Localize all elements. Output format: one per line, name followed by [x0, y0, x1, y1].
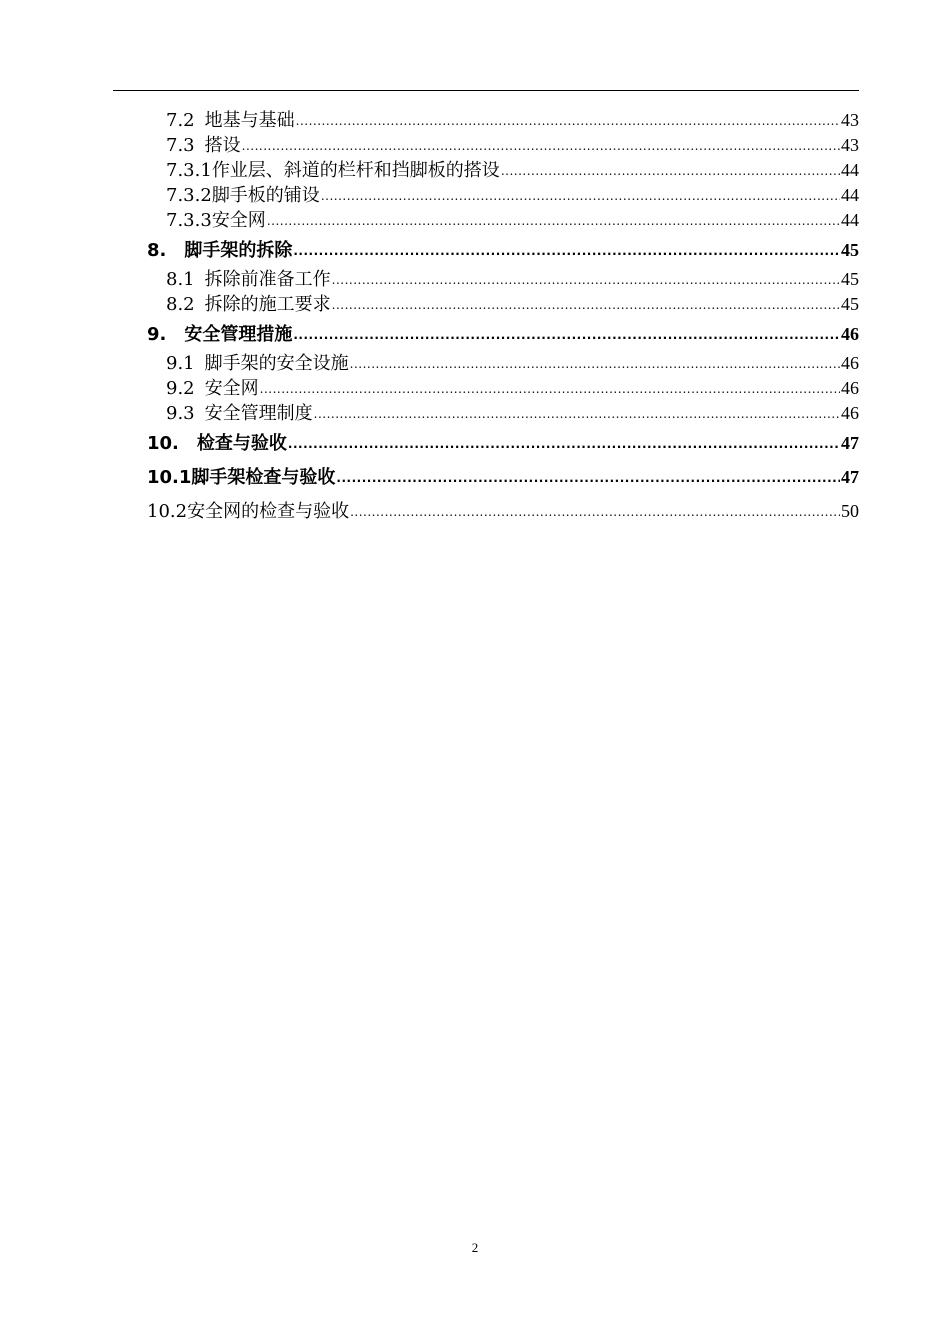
toc-entry-page: 46	[841, 403, 859, 423]
toc-entry-title: 安全网的检查与验收	[187, 501, 350, 522]
toc-entry-9-3[interactable]	[147, 401, 859, 426]
toc-leader-dots	[314, 402, 840, 427]
toc-leader-dots	[293, 318, 840, 352]
toc-entry-number: 7.3.2	[166, 185, 212, 206]
toc-entry-number: 7.3.1	[166, 160, 212, 181]
toc-leader-dots	[350, 495, 840, 529]
toc-leader-dots	[267, 209, 840, 234]
toc-entry-number: 7.2	[166, 110, 195, 131]
toc-entry-page: 47	[841, 433, 859, 453]
toc-leader-dots	[293, 234, 840, 268]
toc-entry-10[interactable]	[147, 426, 859, 460]
toc-entry-number: 7.3	[166, 135, 195, 156]
toc-entry-number: 9.3	[166, 403, 195, 424]
toc-entry-number: 9.	[147, 324, 167, 345]
toc-entry-7-3[interactable]	[147, 133, 859, 158]
toc-entry-page: 45	[841, 294, 859, 314]
toc-entry-title: 拆除前准备工作	[204, 269, 331, 290]
toc-entry-10-2[interactable]	[147, 494, 859, 528]
toc-entry-title: 脚手板的铺设	[211, 185, 320, 206]
toc-entry-7-3-1[interactable]	[147, 158, 859, 183]
toc-entry-title: 搭设	[204, 135, 241, 156]
toc-leader-dots	[260, 377, 840, 402]
toc-leader-dots	[336, 461, 840, 495]
toc-entry-title: 安全网	[211, 210, 266, 231]
toc-entry-10-1[interactable]	[147, 460, 859, 494]
toc-entry-number: 10.1	[147, 467, 192, 488]
toc-entry-page: 47	[841, 467, 859, 487]
toc-entry-number: 10.2	[147, 501, 188, 522]
page-number: 2	[471, 1240, 479, 1255]
toc-entry-8-1[interactable]	[147, 267, 859, 292]
toc-entry-title: 拆除的施工要求	[204, 294, 331, 315]
toc-entry-page: 43	[841, 110, 859, 130]
toc-entry-title: 脚手架的拆除	[184, 240, 293, 261]
toc-entry-9-1[interactable]	[147, 351, 859, 376]
toc-entry-page: 46	[841, 324, 859, 344]
toc-entry-page: 45	[841, 240, 859, 260]
toc-entry-8[interactable]	[147, 233, 859, 267]
toc-leader-dots	[321, 184, 840, 209]
toc-entry-page: 46	[841, 378, 859, 398]
toc-leader-dots	[332, 268, 840, 293]
toc-entry-page: 50	[841, 501, 859, 521]
toc-entry-7-3-3[interactable]	[147, 208, 859, 233]
toc-entry-number: 8.1	[166, 269, 195, 290]
toc-entry-title: 脚手架检查与验收	[191, 467, 336, 488]
toc-entry-page: 44	[841, 185, 859, 205]
toc-entry-title: 脚手架的安全设施	[204, 353, 349, 374]
header-rule	[113, 90, 859, 91]
toc-entry-title: 安全网	[204, 378, 259, 399]
toc-entry-page: 44	[841, 160, 859, 180]
toc-entry-number: 8.	[147, 240, 167, 261]
toc-entry-title: 安全管理制度	[204, 403, 313, 424]
toc-entry-page: 45	[841, 269, 859, 289]
toc-entry-8-2[interactable]	[147, 292, 859, 317]
toc-leader-dots	[242, 134, 840, 159]
toc-entry-number: 9.1	[166, 353, 195, 374]
toc-entry-number: 10.	[147, 433, 179, 454]
toc-entry-page: 46	[841, 353, 859, 373]
toc-leader-dots	[288, 427, 840, 461]
toc-entry-7-2[interactable]	[147, 108, 859, 133]
toc-entry-title: 地基与基础	[204, 110, 295, 131]
toc-leader-dots	[332, 293, 840, 318]
toc-entry-page: 43	[841, 135, 859, 155]
toc-entry-9[interactable]	[147, 317, 859, 351]
toc-entry-number: 9.2	[166, 378, 195, 399]
toc-leader-dots	[501, 159, 840, 184]
toc-leader-dots	[350, 352, 840, 377]
toc-entry-page: 44	[841, 210, 859, 230]
toc-entry-number: 7.3.3	[166, 210, 212, 231]
table-of-contents	[147, 108, 859, 528]
toc-entry-title: 安全管理措施	[184, 324, 293, 345]
toc-leader-dots	[296, 109, 840, 134]
toc-entry-title: 作业层、斜道的栏杆和挡脚板的搭设	[211, 160, 500, 181]
toc-entry-number: 8.2	[166, 294, 195, 315]
toc-entry-7-3-2[interactable]	[147, 183, 859, 208]
toc-entry-9-2[interactable]	[147, 376, 859, 401]
toc-entry-title: 检查与验收	[196, 433, 287, 454]
